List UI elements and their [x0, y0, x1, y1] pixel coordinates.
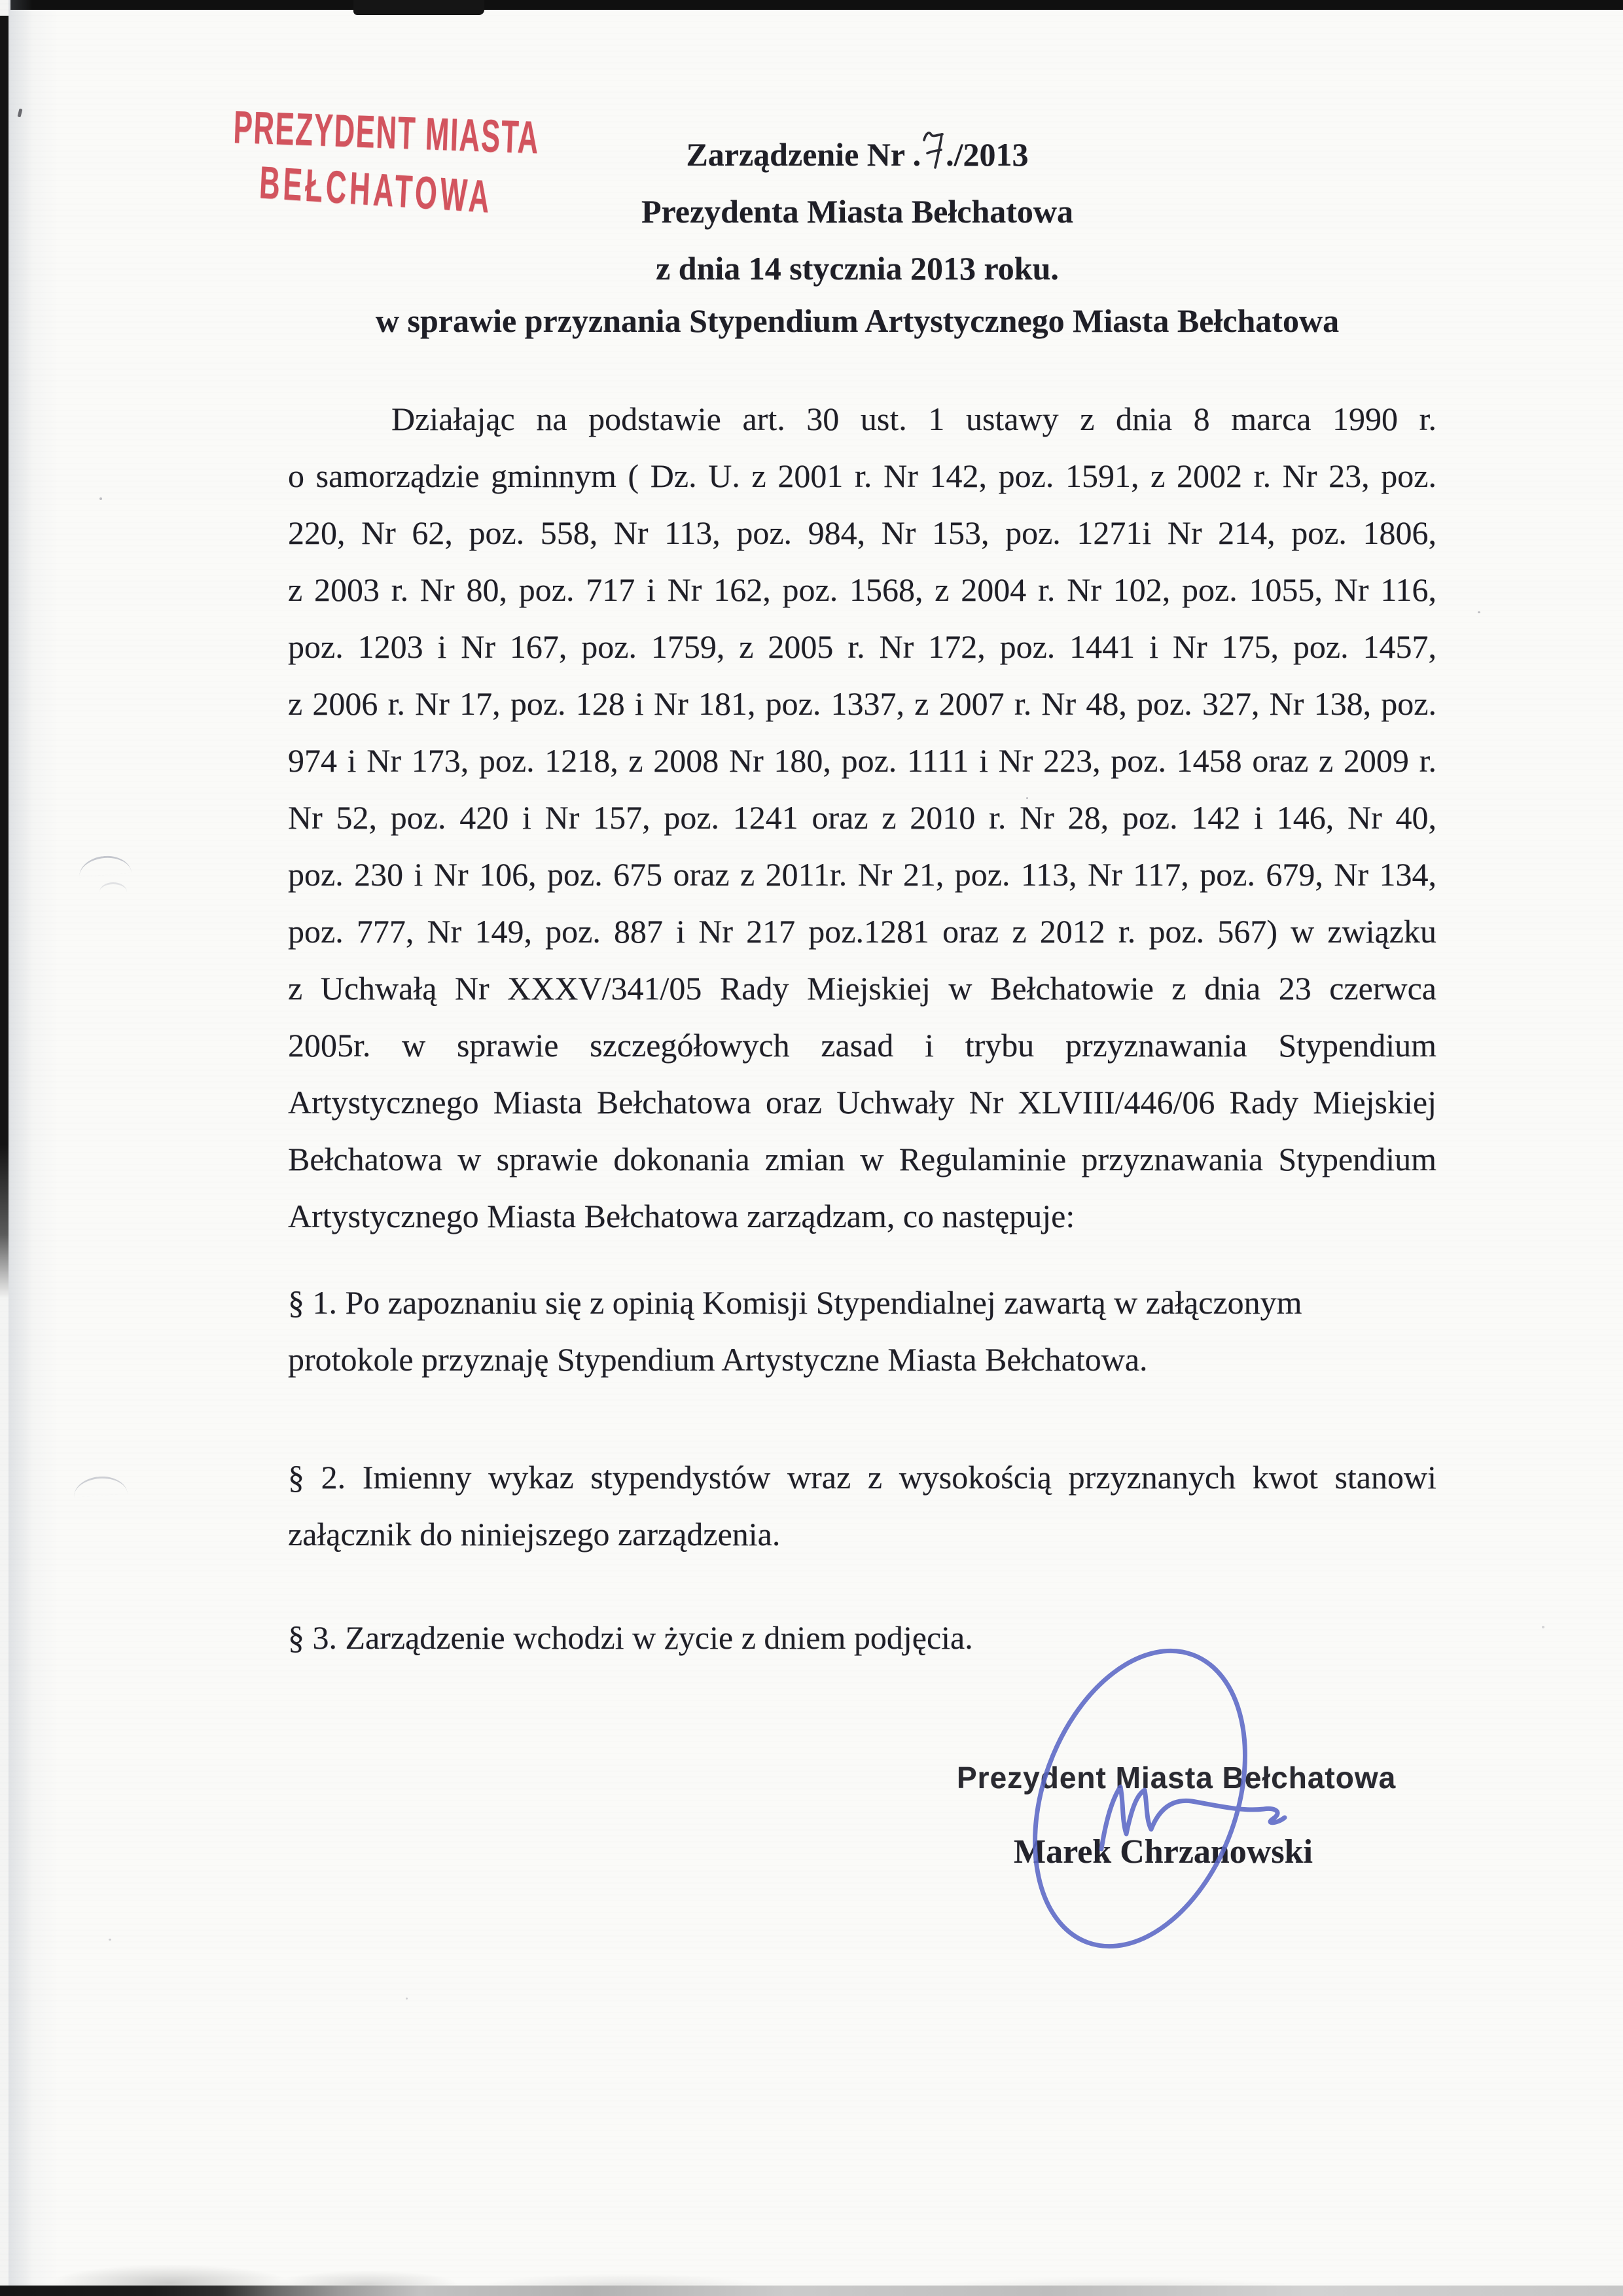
text-line: 974 i Nr 173, poz. 1218, z 2008 Nr 180, poz. 1111 i Nr 223, poz. 1458 oraz z 2009 r. [288, 742, 1436, 779]
text-line: z Uchwałą Nr XXXV/341/05 Rady Miejskiej w Bełchatowie z dnia 23 czerwca [288, 970, 1436, 1007]
signature-name-label: Marek Chrzanowski [1014, 1833, 1313, 1871]
text-line: poz. 777, Nr 149, poz. 887 i Nr 217 poz.1281 oraz z 2012 r. poz. 567) w związku [288, 913, 1436, 950]
scan-speck [1478, 611, 1480, 613]
scan-shadow-left [9, 0, 39, 2296]
text-line: poz. 230 i Nr 106, poz. 675 oraz z 2011r. Nr 21, poz. 113, Nr 117, poz. 679, Nr 134, [288, 856, 1436, 893]
scan-speck [406, 1998, 408, 2000]
scan-edge-top-blob [353, 0, 484, 15]
text-line: Artystycznego Miasta Bełchatowa zarządzam, co następuje: [288, 1198, 1075, 1234]
text-line: Bełchatowa w sprawie dokonania zmian w Regulaminie przyznawania Stypendium [288, 1141, 1436, 1177]
text-line: o samorządzie gminnym ( Dz. U. z 2001 r. Nr 142, poz. 1591, z 2002 r. Nr 23, poz. [288, 457, 1436, 494]
handwritten-number-icon [921, 129, 945, 171]
text-line: poz. 1203 i Nr 167, poz. 1759, z 2005 r. Nr 172, poz. 1441 i Nr 175, poz. 1457, [288, 628, 1436, 665]
section-1 [288, 1274, 1436, 1388]
subject-line: w sprawie przyznania Stypendium Artystycznego Miasta Bełchatowa [375, 302, 1340, 339]
text-line: Artystycznego Miasta Bełchatowa oraz Uchwały Nr XLVIII/446/06 Rady Miejskiej [288, 1084, 1436, 1121]
scan-speck [99, 497, 102, 500]
section-2 [288, 1449, 1436, 1563]
stamp-authority-name: PREZYDENT MIASTA [232, 101, 541, 164]
text-line: protokole przyznaję Stypendium Artystyczne Miasta Bełchatowa. [288, 1341, 1148, 1378]
title-block [419, 126, 1296, 297]
text-line: § 3. Zarządzenie wchodzi w życie z dniem podjęcia. [288, 1619, 973, 1656]
scan-edge-left [0, 16, 9, 1299]
paper-crease-mark [78, 854, 132, 878]
ordinance-number-prefix: Zarządzenie Nr . [686, 136, 921, 173]
text-line: z 2006 r. Nr 17, poz. 128 i Nr 181, poz. 1337, z 2007 r. Nr 48, poz. 327, Nr 138, poz. [288, 685, 1436, 722]
text-line: 220, Nr 62, poz. 558, Nr 113, poz. 984, Nr 153, poz. 1271i Nr 214, poz. 1806, [288, 514, 1436, 551]
text-line: 2005r. w sprawie szczegółowych zasad i trybu przyznawania Stypendium [288, 1027, 1436, 1064]
text-line: § 2. Imienny wykaz stypendystów wraz z wysokością przyznanych kwot stanowi [288, 1459, 1436, 1496]
text-line: Nr 52, poz. 420 i Nr 157, poz. 1241 oraz z 2010 r. Nr 28, poz. 142 i 146, Nr 40, [288, 799, 1436, 836]
text-line: § 1. Po zapoznaniu się z opinią Komisji Stypendialnej zawartą w załączonym [288, 1284, 1302, 1321]
signature-ink-icon [982, 1623, 1309, 1977]
legal-basis-lines [288, 391, 1436, 1188]
scan-speck [1542, 1626, 1544, 1628]
stamp-city-name: BEŁCHATOWA [258, 156, 494, 223]
text-line: z 2003 r. Nr 80, poz. 717 i Nr 162, poz. 1568, z 2004 r. Nr 102, poz. 1055, Nr 116, [288, 571, 1436, 608]
legal-basis-paragraph [288, 391, 1436, 1245]
scan-edge-bottom [0, 2286, 1623, 2296]
date-line: z dnia 14 stycznia 2013 roku. [656, 250, 1059, 287]
signature-role-label: Prezydent Miasta Bełchatowa [957, 1761, 1397, 1795]
issuer-line: Prezydenta Miasta Bełchatowa [641, 193, 1074, 230]
ordinance-number-line [419, 126, 1296, 183]
text-line: załącznik do niniejszego zarządzenia. [288, 1516, 781, 1552]
paper-crease-mark [99, 882, 127, 892]
scan-speck [109, 1939, 111, 1941]
text-line: Działając na podstawie art. 30 ust. 1 ustawy z dnia 8 marca 1990 r. [391, 401, 1436, 437]
paper-crease-mark [73, 1475, 128, 1498]
ordinance-number-suffix: ./2013 [946, 136, 1029, 173]
scan-edge-top [10, 0, 1623, 10]
scan-smudge-bottom [0, 2237, 1623, 2288]
